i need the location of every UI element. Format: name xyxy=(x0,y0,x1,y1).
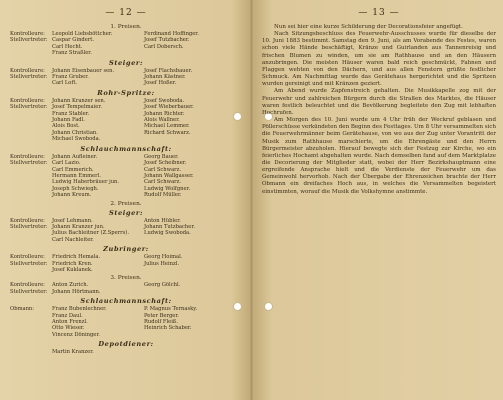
paragraph-text: Nun sei hier eine kurze Schilderung der Decorationsfeier angefügt. xyxy=(274,24,463,30)
member-name: Ferdinand Hoffinger. xyxy=(144,31,199,37)
member-name: Josef Tutzbacher. xyxy=(144,37,190,44)
member-name: Richard Schwarz. xyxy=(144,129,191,136)
role-label xyxy=(10,332,52,338)
member-name: Josef Tempelmaier. xyxy=(52,104,102,111)
roster-row xyxy=(10,192,242,198)
roster-row xyxy=(10,50,242,56)
member-name: Friedrich Hemala. xyxy=(52,254,101,261)
member-name: Otto Wieser. xyxy=(52,325,85,332)
member-name: Carl Schwarz. xyxy=(144,166,182,173)
role-label: Stellvertreter: xyxy=(10,223,48,230)
role-label: Stellvertreter: xyxy=(10,160,48,167)
role-label: Stellvertreter: xyxy=(10,74,48,81)
roster-row xyxy=(10,237,242,243)
role-label xyxy=(10,192,52,198)
member-name: Johann Hörtmann. xyxy=(52,288,101,295)
paragraph xyxy=(262,88,496,117)
section-title: Schlauchmannschaft: xyxy=(80,144,172,153)
member-name: Carl Lazio. xyxy=(52,160,81,167)
section-subtitle: 1. Preisen. xyxy=(110,24,142,30)
member-name: Leopold Liebsböttcher. xyxy=(52,31,113,37)
role-label: Kontrolleure: xyxy=(10,254,45,261)
left-page xyxy=(10,8,242,394)
paragraph-text: Nach Sitzungsbeschluss des Feuerwehr-Ausschusses wurde für dieselbe der 10. Juni 1883 bestimmt. Samstag den 9. Juni, als am Vorabende des Festes, waren schon viele Hände beschäftigt, Kränze und Guirlanden aus Tannenreisig und frischen Blumen zu winden, um sie am Rathhause und an den Häusern anzubringen. Die meisten Häuser waren bald reich geschmückt, Fahnen und Flaggen wehten von den Dächern, und aus allen Fenstern grüßte festlicher Schmuck. Am Nachmittag wurde das Gerätehaus hergerichtet und die Spritzen wurden gereinigt und mit Kränzen geziert. xyxy=(262,31,496,88)
role-label: Kontrolleure: xyxy=(10,282,45,289)
narrative-text xyxy=(262,24,496,196)
member-name: Franz Bubenlechner. xyxy=(52,306,107,313)
member-name: Johann Aufleiner. xyxy=(52,153,98,160)
member-name: Georg Bauer. xyxy=(144,153,179,160)
member-name: Johann Kästner. xyxy=(144,74,186,81)
roster-row xyxy=(10,267,242,273)
role-label: Kontrolleure: xyxy=(10,97,45,104)
role-label xyxy=(10,80,52,86)
member-name xyxy=(144,136,242,142)
member-name: Anton Hübler. xyxy=(144,217,181,224)
paragraph xyxy=(262,117,496,196)
section-subtitle: 2. Preisen. xyxy=(110,200,142,207)
roster-row xyxy=(10,136,242,142)
member-name: Anton Zurich. xyxy=(52,282,89,289)
right-page xyxy=(262,8,496,394)
member-name: Alois Bost. xyxy=(52,123,80,130)
member-name: Vincenz Döninger. xyxy=(52,331,100,338)
roster-row xyxy=(10,332,242,338)
paragraph-text: Am Abend wurde Zapfenstreich gehalten. Die Musikkapelle zog mit der Feuerwehr und zahlreichen Bürgern durch die Straßen des Marktes, die Häuser waren festlich beleuchtet und die Bevölkerung begleitete den Zug mit lebhaften Hochrufen. xyxy=(262,88,496,116)
roster-list xyxy=(10,24,242,356)
member-name: Carl Schwarz. xyxy=(144,179,182,186)
section-title: Steiger: xyxy=(108,208,144,217)
role-label xyxy=(10,349,52,355)
member-name: Hermann Emmerl. xyxy=(52,172,101,179)
member-name xyxy=(144,50,242,56)
member-name: Ludwig Wolfgner. xyxy=(144,185,191,192)
member-name: Michael Lemmer. xyxy=(144,123,190,130)
member-name: Josef Lehmann. xyxy=(52,217,93,224)
member-name: Peter Berger. xyxy=(144,312,179,319)
role-label xyxy=(10,267,52,273)
page-number: — 12 — xyxy=(105,8,147,18)
member-name: Georg Gölchl. xyxy=(144,282,181,289)
member-name: Carl Nachleiter. xyxy=(52,236,94,243)
role-label: Stellvertreter: xyxy=(10,37,48,44)
member-name: Josef Flachsbauer. xyxy=(144,67,193,74)
member-name: Josef Kuklanek. xyxy=(52,266,93,273)
member-name: Rudolf Müller. xyxy=(144,192,182,199)
section-title: Steiger: xyxy=(108,58,144,67)
member-name: Josef Wieberbauer. xyxy=(144,104,194,111)
member-name: Carl Hecht. xyxy=(52,43,83,50)
member-name: Franz Gruber. xyxy=(52,74,89,81)
roster-row xyxy=(10,289,242,295)
member-name: Franz Daul. xyxy=(52,312,83,319)
member-name: Johann Kreum. xyxy=(52,192,92,199)
member-name: Carl Loft. xyxy=(52,80,78,87)
member-name: Ludwig Haberbräuer jun. xyxy=(52,179,120,186)
section-title: Zubringer: xyxy=(103,245,149,254)
member-name: Rudolf Fleiß. xyxy=(144,319,179,325)
paragraph xyxy=(262,31,496,88)
member-name: Julius Heinzl. xyxy=(144,260,180,267)
section-title: Rohr-Spritze: xyxy=(97,88,155,97)
member-name: Franz Straßler. xyxy=(52,50,92,57)
member-name xyxy=(144,267,242,273)
member-name: Caspar Gindert. xyxy=(52,37,95,44)
member-name xyxy=(144,349,242,355)
role-label: Obmann: xyxy=(10,306,35,313)
roster-row xyxy=(10,349,242,355)
member-name: Julius Bachleitner (Z.Sperrs). xyxy=(52,230,129,237)
member-name: Johann Christian. xyxy=(52,129,98,136)
member-name: Johann Fadl. xyxy=(52,117,85,124)
roster-row xyxy=(10,80,242,86)
role-label xyxy=(10,136,52,142)
section-title: Schlauchmannschaft: xyxy=(80,297,172,306)
section-title: Depotdiener: xyxy=(98,340,154,349)
member-name: Alois Wallner. xyxy=(144,117,180,124)
role-label: Stellvertreter: xyxy=(10,260,48,267)
member-name: Franz Stabler. xyxy=(52,110,90,117)
book-spine xyxy=(249,0,254,400)
role-label xyxy=(10,237,52,243)
role-label: Kontrolleure: xyxy=(10,153,45,160)
member-name: Martin Kranzer. xyxy=(52,349,94,356)
role-label: Kontrolleure: xyxy=(10,67,45,74)
member-name: Johann Kranzer jun. xyxy=(52,223,105,230)
page-number: — 13 — xyxy=(358,8,400,18)
member-name: Josef Hoßer. xyxy=(144,80,177,87)
member-name: Josef Swoboda. xyxy=(144,97,185,104)
member-name: Johann Richter. xyxy=(144,110,185,117)
member-name: P. Magnus Ternasky. xyxy=(144,306,198,313)
member-name xyxy=(144,237,242,243)
member-name: Anton Frenzl. xyxy=(52,319,88,325)
member-name: Johann Tutzbacher. xyxy=(144,223,195,230)
member-name: Johann Eisenbauer sen. xyxy=(52,67,115,74)
member-name: Johann Kranzer sen. xyxy=(52,97,106,104)
role-label: Kontrolleure: xyxy=(10,217,45,224)
member-name: Ludwig Swoboda. xyxy=(144,230,191,237)
section-subtitle: 3. Preisen. xyxy=(110,275,142,282)
member-name: Georg Hoimal. xyxy=(144,254,183,261)
member-name: Johann Wallgasser. xyxy=(144,172,194,179)
member-name: Carl Emmerich. xyxy=(52,166,94,173)
paragraph xyxy=(262,24,496,31)
member-name: Friedrich Kren. xyxy=(52,260,93,267)
role-label: Stellvertreter: xyxy=(10,104,48,111)
member-name: Joseph Schwiegh. xyxy=(52,185,99,192)
member-name xyxy=(144,289,242,295)
role-label: Stellvertreter: xyxy=(10,288,48,295)
paragraph-text: Am Morgen des 10. Juni wurde um 4 Uhr früh der Weckruf geblasen und Pöllerschüsse verkündeten den Beginn des Festtages. Um 8 Uhr versammelten sich die Feuerwehrmänner beim Gerätehause, von wo aus der Zug unter Vorantritt der Musik zum Rathhause marschierte, um die Ehrengäste und den Herrn Bürgermeister abzuholen. Hierauf bewegte sich der Festzug zur Kirche, wo ein feierliches Hochamt abgehalten wurde. Nach demselben fand auf dem Marktplatze die Decorierung der Mitglieder statt, wobei der Herr Bezirkshauptmann eine ergreifende Ansprache hielt und die Verdienste der Feuerwehr um das Gemeinwohl hervorhob. Nach der Übergabe der Ehrenzeichen brachte der Herr Obmann ein dreifaches Hoch aus, in welches die Versammelten begeistert einstimmten, worauf die Musik die Volkshymne anstimmte. xyxy=(262,117,496,195)
member-name: Carl Dobersch. xyxy=(144,43,184,50)
member-name: Heinrich Schaber. xyxy=(144,325,192,332)
role-label: Kontrolleure: xyxy=(10,31,45,37)
member-name: Josef Scheibner. xyxy=(144,160,187,167)
member-name xyxy=(144,332,242,338)
role-label xyxy=(10,50,52,56)
member-name: Michael Swoboda. xyxy=(52,136,101,143)
